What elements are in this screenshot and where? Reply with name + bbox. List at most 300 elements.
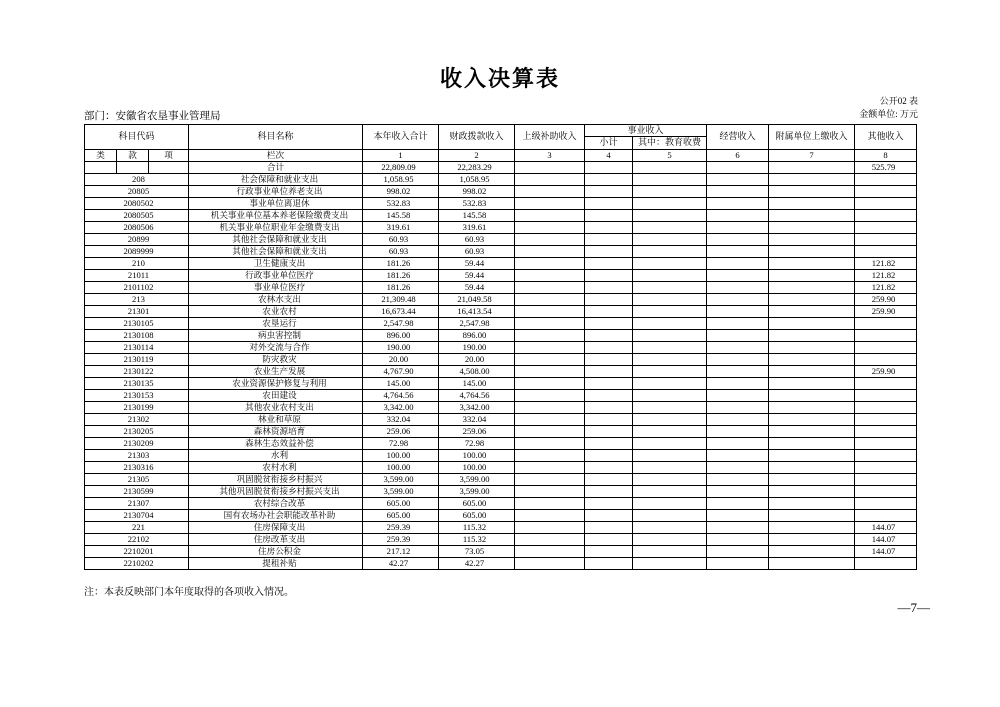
form-meta xyxy=(859,95,918,121)
row-upper-subsidy xyxy=(515,378,585,390)
row-total-income: 3,599.00 xyxy=(363,486,439,498)
table-row xyxy=(85,462,917,474)
row-upper-subsidy xyxy=(515,402,585,414)
row-affiliate-income xyxy=(769,209,855,221)
table-row xyxy=(85,197,917,209)
row-upper-subsidy xyxy=(515,173,585,185)
row-code: 21011 xyxy=(85,270,189,282)
table-row xyxy=(85,246,917,258)
row-code: 2080502 xyxy=(85,197,189,209)
row-other-income: 121.82 xyxy=(855,270,917,282)
row-business-sub xyxy=(585,306,633,318)
row-affiliate-income xyxy=(769,414,855,426)
row-upper-subsidy xyxy=(515,534,585,546)
row-upper-subsidy xyxy=(515,246,585,258)
row-other-income xyxy=(855,450,917,462)
row-name: 其他社会保障和就业支出 xyxy=(189,233,363,245)
row-upper-subsidy xyxy=(515,185,585,197)
row-business-sub xyxy=(585,209,633,221)
row-name: 其他农业农村支出 xyxy=(189,402,363,414)
row-operating-income xyxy=(707,270,769,282)
row-other-income xyxy=(855,197,917,209)
row-affiliate-income xyxy=(769,534,855,546)
header-xiang: 项 xyxy=(149,149,189,161)
row-other-income xyxy=(855,402,917,414)
row-business-sub xyxy=(585,462,633,474)
header-fiscal-allocation: 财政拨款收入 xyxy=(439,125,515,150)
row-affiliate-income xyxy=(769,342,855,354)
row-operating-income xyxy=(707,438,769,450)
row-other-income xyxy=(855,390,917,402)
row-business-sub xyxy=(585,173,633,185)
row-other-income xyxy=(855,462,917,474)
header-name: 科目名称 xyxy=(189,125,363,150)
row-business-edu xyxy=(633,474,707,486)
row-code: 2130704 xyxy=(85,510,189,522)
row-affiliate-income xyxy=(769,378,855,390)
total-lei xyxy=(85,161,117,173)
table-row xyxy=(85,522,917,534)
row-operating-income xyxy=(707,402,769,414)
row-code: 213 xyxy=(85,294,189,306)
row-business-edu xyxy=(633,258,707,270)
table-row xyxy=(85,474,917,486)
row-other-income: 144.07 xyxy=(855,534,917,546)
row-name: 防灾救灾 xyxy=(189,354,363,366)
row-fiscal-allocation: 605.00 xyxy=(439,498,515,510)
row-business-edu xyxy=(633,306,707,318)
row-affiliate-income xyxy=(769,486,855,498)
row-other-income xyxy=(855,233,917,245)
row-operating-income xyxy=(707,474,769,486)
row-upper-subsidy xyxy=(515,306,585,318)
row-name: 农垦运行 xyxy=(189,318,363,330)
row-business-edu xyxy=(633,462,707,474)
table-row xyxy=(85,390,917,402)
row-code: 2210202 xyxy=(85,558,189,570)
row-total-income: 259.39 xyxy=(363,534,439,546)
row-name: 其他社会保障和就业支出 xyxy=(189,246,363,258)
row-fiscal-allocation: 319.61 xyxy=(439,221,515,233)
header-total-income: 本年收入合计 xyxy=(363,125,439,150)
row-business-sub xyxy=(585,402,633,414)
row-other-income xyxy=(855,498,917,510)
row-business-edu xyxy=(633,233,707,245)
row-affiliate-income xyxy=(769,233,855,245)
row-fiscal-allocation: 3,599.00 xyxy=(439,486,515,498)
row-business-edu xyxy=(633,522,707,534)
total-xiang xyxy=(149,161,189,173)
total-business-sub xyxy=(585,161,633,173)
header-affiliate-income: 附属单位上缴收入 xyxy=(769,125,855,150)
row-total-income: 60.93 xyxy=(363,246,439,258)
row-business-edu xyxy=(633,402,707,414)
row-code: 2130316 xyxy=(85,462,189,474)
row-business-edu xyxy=(633,378,707,390)
row-total-income: 532.83 xyxy=(363,197,439,209)
row-affiliate-income xyxy=(769,558,855,570)
row-business-edu xyxy=(633,282,707,294)
row-total-income: 896.00 xyxy=(363,330,439,342)
row-operating-income xyxy=(707,390,769,402)
row-total-income: 998.02 xyxy=(363,185,439,197)
row-upper-subsidy xyxy=(515,426,585,438)
row-business-edu xyxy=(633,534,707,546)
row-other-income xyxy=(855,246,917,258)
table-row xyxy=(85,185,917,197)
row-code: 2130114 xyxy=(85,342,189,354)
total-affiliate-income xyxy=(769,161,855,173)
row-other-income xyxy=(855,221,917,233)
row-code: 2130153 xyxy=(85,390,189,402)
row-upper-subsidy xyxy=(515,330,585,342)
row-code: 2130209 xyxy=(85,438,189,450)
row-code: 208 xyxy=(85,173,189,185)
colnum-5: 5 xyxy=(633,149,707,161)
row-fiscal-allocation: 3,599.00 xyxy=(439,474,515,486)
table-row xyxy=(85,258,917,270)
row-other-income xyxy=(855,474,917,486)
row-upper-subsidy xyxy=(515,498,585,510)
colnum-4: 4 xyxy=(585,149,633,161)
row-upper-subsidy xyxy=(515,510,585,522)
table-row xyxy=(85,450,917,462)
row-business-edu xyxy=(633,546,707,558)
row-upper-subsidy xyxy=(515,221,585,233)
row-total-income: 3,599.00 xyxy=(363,474,439,486)
table-row xyxy=(85,510,917,522)
row-business-sub xyxy=(585,185,633,197)
table-row xyxy=(85,438,917,450)
table-row xyxy=(85,294,917,306)
row-other-income xyxy=(855,414,917,426)
row-name: 国有农场办社会职能改革补助 xyxy=(189,510,363,522)
row-operating-income xyxy=(707,282,769,294)
table-row xyxy=(85,270,917,282)
row-affiliate-income xyxy=(769,426,855,438)
row-total-income: 319.61 xyxy=(363,221,439,233)
colnum-7: 7 xyxy=(769,149,855,161)
row-business-sub xyxy=(585,522,633,534)
row-fiscal-allocation: 896.00 xyxy=(439,330,515,342)
row-other-income xyxy=(855,185,917,197)
row-upper-subsidy xyxy=(515,414,585,426)
row-name: 社会保障和就业支出 xyxy=(189,173,363,185)
row-affiliate-income xyxy=(769,354,855,366)
row-fiscal-allocation: 2,547.98 xyxy=(439,318,515,330)
row-operating-income xyxy=(707,306,769,318)
row-business-edu xyxy=(633,294,707,306)
row-affiliate-income xyxy=(769,474,855,486)
row-business-edu xyxy=(633,221,707,233)
total-fiscal-allocation: 22,283.29 xyxy=(439,161,515,173)
row-fiscal-allocation: 115.32 xyxy=(439,534,515,546)
row-total-income: 332.04 xyxy=(363,414,439,426)
row-code: 2130108 xyxy=(85,330,189,342)
row-business-sub xyxy=(585,498,633,510)
row-business-edu xyxy=(633,342,707,354)
row-operating-income xyxy=(707,546,769,558)
row-code: 2080506 xyxy=(85,221,189,233)
header-lei: 类 xyxy=(85,149,117,161)
row-name: 林业和草原 xyxy=(189,414,363,426)
row-upper-subsidy xyxy=(515,558,585,570)
row-total-income: 605.00 xyxy=(363,510,439,522)
row-name: 机关事业单位职业年金缴费支出 xyxy=(189,221,363,233)
colnum-1: 1 xyxy=(363,149,439,161)
row-business-sub xyxy=(585,390,633,402)
row-other-income xyxy=(855,438,917,450)
row-fiscal-allocation: 3,342.00 xyxy=(439,402,515,414)
row-business-sub xyxy=(585,282,633,294)
row-upper-subsidy xyxy=(515,522,585,534)
row-business-edu xyxy=(633,270,707,282)
row-affiliate-income xyxy=(769,510,855,522)
row-affiliate-income xyxy=(769,258,855,270)
row-operating-income xyxy=(707,426,769,438)
row-name: 机关事业单位基本养老保险缴费支出 xyxy=(189,209,363,221)
total-row xyxy=(85,161,917,173)
row-operating-income xyxy=(707,498,769,510)
row-business-sub xyxy=(585,354,633,366)
page-title: 收入决算表 xyxy=(439,66,560,91)
row-total-income: 190.00 xyxy=(363,342,439,354)
row-operating-income xyxy=(707,522,769,534)
table-row xyxy=(85,233,917,245)
row-upper-subsidy xyxy=(515,390,585,402)
row-upper-subsidy xyxy=(515,438,585,450)
row-operating-income xyxy=(707,258,769,270)
table-row xyxy=(85,546,917,558)
row-name: 住房改革支出 xyxy=(189,534,363,546)
row-total-income: 259.06 xyxy=(363,426,439,438)
row-other-income: 259.90 xyxy=(855,306,917,318)
table-row xyxy=(85,342,917,354)
row-name: 事业单位医疗 xyxy=(189,282,363,294)
row-fiscal-allocation: 332.04 xyxy=(439,414,515,426)
row-operating-income xyxy=(707,221,769,233)
row-fiscal-allocation: 20.00 xyxy=(439,354,515,366)
row-code: 21302 xyxy=(85,414,189,426)
row-other-income: 144.07 xyxy=(855,546,917,558)
row-total-income: 181.26 xyxy=(363,270,439,282)
row-business-edu xyxy=(633,558,707,570)
row-business-edu xyxy=(633,209,707,221)
table-row xyxy=(85,282,917,294)
table-row xyxy=(85,402,917,414)
row-business-sub xyxy=(585,318,633,330)
row-upper-subsidy xyxy=(515,270,585,282)
colnum-3: 3 xyxy=(515,149,585,161)
row-business-sub xyxy=(585,510,633,522)
row-total-income: 4,767.90 xyxy=(363,366,439,378)
row-affiliate-income xyxy=(769,318,855,330)
table-row xyxy=(85,173,917,185)
row-business-sub xyxy=(585,426,633,438)
table-row xyxy=(85,534,917,546)
row-operating-income xyxy=(707,414,769,426)
row-fiscal-allocation: 4,508.00 xyxy=(439,366,515,378)
row-other-income xyxy=(855,354,917,366)
department-line: 部门：安徽省农垦事业管理局 xyxy=(84,111,221,122)
row-other-income xyxy=(855,486,917,498)
row-other-income xyxy=(855,209,917,221)
row-upper-subsidy xyxy=(515,209,585,221)
row-business-sub xyxy=(585,438,633,450)
row-affiliate-income xyxy=(769,546,855,558)
row-fiscal-allocation: 59.44 xyxy=(439,270,515,282)
header-business-income: 事业收入 xyxy=(585,125,707,137)
row-code: 21305 xyxy=(85,474,189,486)
row-name: 农村水利 xyxy=(189,462,363,474)
row-upper-subsidy xyxy=(515,486,585,498)
row-other-income: 121.82 xyxy=(855,282,917,294)
row-fiscal-allocation: 42.27 xyxy=(439,558,515,570)
row-business-sub xyxy=(585,450,633,462)
table-body xyxy=(85,161,917,570)
row-upper-subsidy xyxy=(515,342,585,354)
row-business-edu xyxy=(633,246,707,258)
total-total-income: 22,809.09 xyxy=(363,161,439,173)
row-fiscal-allocation: 72.98 xyxy=(439,438,515,450)
row-name: 其他巩固脱贫衔接乡村振兴支出 xyxy=(189,486,363,498)
table-column-number-row xyxy=(85,149,917,161)
row-code: 2130122 xyxy=(85,366,189,378)
row-affiliate-income xyxy=(769,450,855,462)
row-total-income: 145.58 xyxy=(363,209,439,221)
row-affiliate-income xyxy=(769,390,855,402)
header-lan: 栏次 xyxy=(189,149,363,161)
row-business-sub xyxy=(585,414,633,426)
row-fiscal-allocation: 59.44 xyxy=(439,258,515,270)
row-upper-subsidy xyxy=(515,474,585,486)
row-upper-subsidy xyxy=(515,462,585,474)
row-upper-subsidy xyxy=(515,546,585,558)
header-business-sub: 小计 xyxy=(585,137,633,149)
row-operating-income xyxy=(707,354,769,366)
row-business-sub xyxy=(585,258,633,270)
row-affiliate-income xyxy=(769,173,855,185)
table-row xyxy=(85,366,917,378)
form-code: 公开02 表 xyxy=(879,96,918,106)
header-other-income: 其他收入 xyxy=(855,125,917,150)
row-business-sub xyxy=(585,486,633,498)
row-upper-subsidy xyxy=(515,233,585,245)
row-business-edu xyxy=(633,173,707,185)
row-fiscal-allocation: 190.00 xyxy=(439,342,515,354)
row-affiliate-income xyxy=(769,282,855,294)
row-fiscal-allocation: 60.93 xyxy=(439,233,515,245)
row-name: 农业农村 xyxy=(189,306,363,318)
row-business-sub xyxy=(585,221,633,233)
row-upper-subsidy xyxy=(515,318,585,330)
row-name: 巩固脱贫衔接乡村振兴 xyxy=(189,474,363,486)
table-row xyxy=(85,498,917,510)
income-settlement-table xyxy=(84,124,917,570)
row-business-sub xyxy=(585,378,633,390)
row-business-sub xyxy=(585,246,633,258)
row-business-edu xyxy=(633,390,707,402)
total-kuan xyxy=(117,161,149,173)
row-business-sub xyxy=(585,534,633,546)
row-code: 20805 xyxy=(85,185,189,197)
row-fiscal-allocation: 998.02 xyxy=(439,185,515,197)
row-total-income: 259.39 xyxy=(363,522,439,534)
table-row xyxy=(85,378,917,390)
row-upper-subsidy xyxy=(515,366,585,378)
row-affiliate-income xyxy=(769,462,855,474)
amount-unit: 金额单位: 万元 xyxy=(859,109,918,119)
total-business-edu xyxy=(633,161,707,173)
row-affiliate-income xyxy=(769,197,855,209)
total-upper-subsidy xyxy=(515,161,585,173)
row-code: 2089999 xyxy=(85,246,189,258)
row-operating-income xyxy=(707,173,769,185)
row-name: 水利 xyxy=(189,450,363,462)
row-code: 2080505 xyxy=(85,209,189,221)
row-business-edu xyxy=(633,366,707,378)
row-operating-income xyxy=(707,534,769,546)
table-row xyxy=(85,486,917,498)
row-fiscal-allocation: 532.83 xyxy=(439,197,515,209)
table-row xyxy=(85,414,917,426)
row-upper-subsidy xyxy=(515,258,585,270)
row-code: 21301 xyxy=(85,306,189,318)
table-row xyxy=(85,558,917,570)
row-affiliate-income xyxy=(769,294,855,306)
table-row xyxy=(85,221,917,233)
row-affiliate-income xyxy=(769,498,855,510)
row-operating-income xyxy=(707,233,769,245)
row-total-income: 217.12 xyxy=(363,546,439,558)
row-operating-income xyxy=(707,197,769,209)
row-name: 行政事业单位养老支出 xyxy=(189,185,363,197)
row-name: 森林生态效益补偿 xyxy=(189,438,363,450)
row-name: 对外交流与合作 xyxy=(189,342,363,354)
row-code: 210 xyxy=(85,258,189,270)
row-name: 行政事业单位医疗 xyxy=(189,270,363,282)
table-row xyxy=(85,330,917,342)
row-business-sub xyxy=(585,197,633,209)
row-operating-income xyxy=(707,450,769,462)
row-fiscal-allocation: 1,058.95 xyxy=(439,173,515,185)
row-fiscal-allocation: 100.00 xyxy=(439,462,515,474)
row-upper-subsidy xyxy=(515,282,585,294)
row-fiscal-allocation: 73.05 xyxy=(439,546,515,558)
row-total-income: 100.00 xyxy=(363,450,439,462)
colnum-8: 8 xyxy=(855,149,917,161)
header-code: 科目代码 xyxy=(85,125,189,150)
row-total-income: 181.26 xyxy=(363,258,439,270)
row-total-income: 100.00 xyxy=(363,462,439,474)
row-other-income: 121.82 xyxy=(855,258,917,270)
row-affiliate-income xyxy=(769,246,855,258)
row-other-income: 144.07 xyxy=(855,522,917,534)
row-other-income xyxy=(855,330,917,342)
row-fiscal-allocation: 145.00 xyxy=(439,378,515,390)
row-affiliate-income xyxy=(769,306,855,318)
row-business-edu xyxy=(633,185,707,197)
row-operating-income xyxy=(707,185,769,197)
row-upper-subsidy xyxy=(515,450,585,462)
row-total-income: 21,309.48 xyxy=(363,294,439,306)
row-name: 农业生产发展 xyxy=(189,366,363,378)
row-upper-subsidy xyxy=(515,354,585,366)
row-code: 21307 xyxy=(85,498,189,510)
row-total-income: 605.00 xyxy=(363,498,439,510)
row-fiscal-allocation: 145.58 xyxy=(439,209,515,221)
row-operating-income xyxy=(707,318,769,330)
